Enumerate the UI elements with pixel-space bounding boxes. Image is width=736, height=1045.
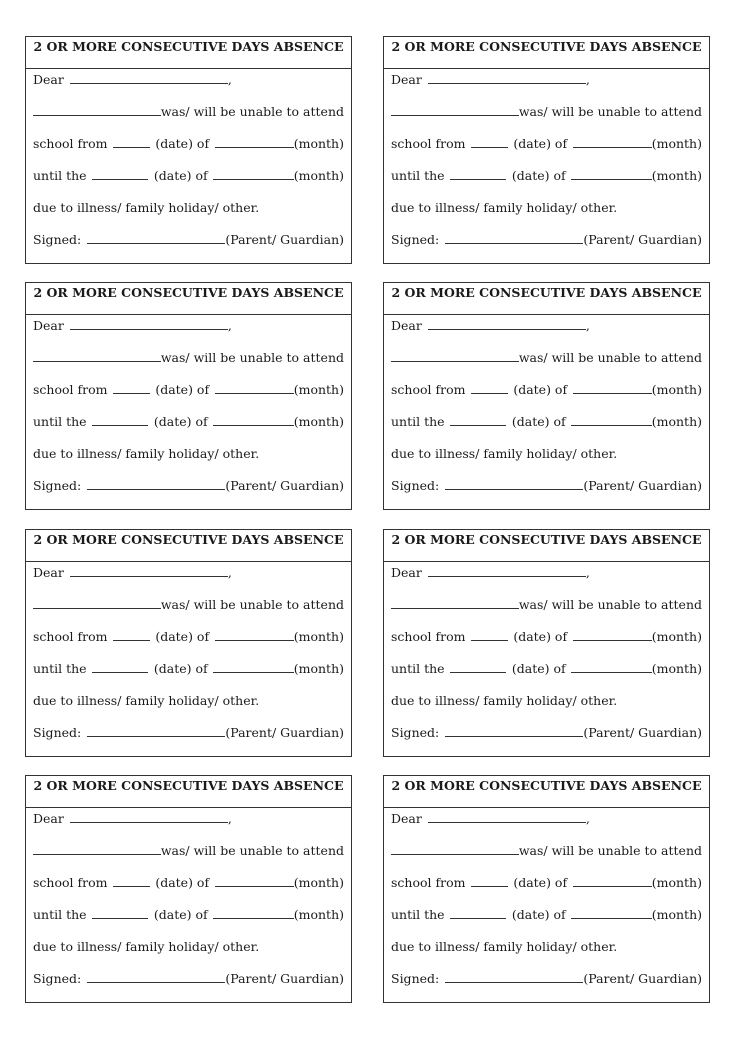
recipient-blank[interactable] [428,71,586,84]
reason-label: due to illness/ family holiday/ other. [391,446,618,461]
from-line [33,874,344,892]
until-month-blank[interactable] [571,413,651,426]
guardian-label: (Parent/ Guardian) [225,478,344,493]
school-from-label: school from [33,136,108,151]
absence-slip-1 [25,36,352,264]
from-month-blank[interactable] [215,381,294,394]
from-date-blank[interactable] [471,381,508,394]
reason-label: due to illness/ family holiday/ other. [33,939,260,954]
until-month-blank[interactable] [571,167,651,180]
guardian-label: (Parent/ Guardian) [225,971,344,986]
from-line [391,874,702,892]
date-of-label: (date) of [511,168,566,183]
signature-blank[interactable] [445,231,583,244]
until-line [391,167,702,185]
reason-line [33,692,344,710]
month-label: (month) [651,907,702,922]
dear-line [33,810,344,828]
until-date-blank[interactable] [92,660,148,673]
until-date-blank[interactable] [450,167,506,180]
absence-slip-6 [383,529,710,757]
signed-line [391,724,702,742]
month-label: (month) [651,629,702,644]
until-date-blank[interactable] [450,660,506,673]
student-line [33,349,344,367]
month-label: (month) [293,875,344,890]
until-line [391,413,702,431]
comma: , [585,72,590,87]
dear-line [391,71,702,89]
slip-title: 2 OR MORE CONSECUTIVE DAYS ABSENCE [26,283,351,315]
reason-line [391,938,702,956]
signed-label: Signed: [33,232,82,247]
until-date-blank[interactable] [450,906,506,919]
from-line [391,628,702,646]
absence-slip-7 [25,775,352,1003]
student-name-blank[interactable] [33,596,161,609]
date-of-label: (date) of [513,136,568,151]
absence-slip-2 [383,36,710,264]
was-label: was/ will be unable to attend [518,350,702,365]
date-of-label: (date) of [153,168,208,183]
dear-label: Dear [33,811,64,826]
month-label: (month) [293,907,344,922]
comma: , [227,811,232,826]
date-of-label: (date) of [155,875,210,890]
comma: , [585,811,590,826]
until-label: until the [391,168,445,183]
date-of-label: (date) of [513,629,568,644]
dear-label: Dear [391,565,422,580]
from-month-blank[interactable] [215,135,294,148]
signature-blank[interactable] [445,477,583,490]
student-name-blank[interactable] [391,842,519,855]
comma: , [227,318,232,333]
school-from-label: school from [33,382,108,397]
school-from-label: school from [391,382,466,397]
slip-title: 2 OR MORE CONSECUTIVE DAYS ABSENCE [26,37,351,69]
recipient-blank[interactable] [70,317,228,330]
until-line [391,660,702,678]
from-line [33,628,344,646]
until-month-blank[interactable] [571,906,651,919]
until-line [33,413,344,431]
guardian-label: (Parent/ Guardian) [583,971,702,986]
was-label: was/ will be unable to attend [518,104,702,119]
from-date-blank[interactable] [471,135,508,148]
from-line [391,381,702,399]
signed-line [391,477,702,495]
month-label: (month) [651,875,702,890]
was-label: was/ will be unable to attend [160,350,344,365]
until-label: until the [33,907,87,922]
comma: , [585,318,590,333]
reason-line [391,445,702,463]
reason-label: due to illness/ family holiday/ other. [391,200,618,215]
signature-blank[interactable] [87,477,225,490]
signed-label: Signed: [33,478,82,493]
dear-line [391,564,702,582]
until-date-blank[interactable] [92,906,148,919]
from-date-blank[interactable] [113,628,150,641]
dear-label: Dear [33,565,64,580]
was-label: was/ will be unable to attend [518,597,702,612]
until-label: until the [33,168,87,183]
dear-line [391,810,702,828]
student-line [391,842,702,860]
reason-label: due to illness/ family holiday/ other. [391,693,618,708]
signed-line [33,477,344,495]
from-month-blank[interactable] [215,628,294,641]
recipient-blank[interactable] [70,810,228,823]
until-month-blank[interactable] [213,167,293,180]
signed-label: Signed: [391,725,440,740]
until-month-blank[interactable] [213,906,293,919]
date-of-label: (date) of [511,414,566,429]
from-date-blank[interactable] [471,628,508,641]
date-of-label: (date) of [155,382,210,397]
school-from-label: school from [33,875,108,890]
slip-title: 2 OR MORE CONSECUTIVE DAYS ABSENCE [384,530,709,562]
until-line [33,906,344,924]
until-month-blank[interactable] [213,413,293,426]
student-line [33,596,344,614]
date-of-label: (date) of [153,414,208,429]
date-of-label: (date) of [511,661,566,676]
month-label: (month) [651,168,702,183]
student-name-blank[interactable] [33,103,161,116]
signature-blank[interactable] [445,970,583,983]
until-date-blank[interactable] [450,413,506,426]
reason-label: due to illness/ family holiday/ other. [391,939,618,954]
student-line [33,842,344,860]
month-label: (month) [293,168,344,183]
recipient-blank[interactable] [428,564,586,577]
student-name-blank[interactable] [33,842,161,855]
dear-line [33,71,344,89]
guardian-label: (Parent/ Guardian) [583,725,702,740]
until-line [33,660,344,678]
reason-label: due to illness/ family holiday/ other. [33,200,260,215]
signed-line [33,970,344,988]
until-line [391,906,702,924]
student-name-blank[interactable] [391,103,519,116]
slip-title: 2 OR MORE CONSECUTIVE DAYS ABSENCE [384,283,709,315]
recipient-blank[interactable] [428,317,586,330]
from-month-blank[interactable] [573,628,652,641]
dear-label: Dear [33,72,64,87]
month-label: (month) [651,661,702,676]
student-line [33,103,344,121]
comma: , [227,565,232,580]
until-line [33,167,344,185]
signature-blank[interactable] [87,970,225,983]
until-label: until the [33,414,87,429]
was-label: was/ will be unable to attend [160,104,344,119]
date-of-label: (date) of [155,136,210,151]
student-name-blank[interactable] [33,349,161,362]
from-date-blank[interactable] [471,874,508,887]
signed-line [391,970,702,988]
until-label: until the [33,661,87,676]
school-from-label: school from [391,629,466,644]
signed-label: Signed: [391,232,440,247]
slip-title: 2 OR MORE CONSECUTIVE DAYS ABSENCE [26,530,351,562]
from-month-blank[interactable] [573,874,652,887]
signature-blank[interactable] [87,724,225,737]
slip-title: 2 OR MORE CONSECUTIVE DAYS ABSENCE [384,776,709,808]
from-month-blank[interactable] [573,135,652,148]
signed-label: Signed: [33,725,82,740]
school-from-label: school from [391,136,466,151]
dear-label: Dear [391,72,422,87]
guardian-label: (Parent/ Guardian) [225,725,344,740]
until-label: until the [391,414,445,429]
signed-line [391,231,702,249]
student-name-blank[interactable] [391,596,519,609]
until-month-blank[interactable] [213,660,293,673]
dear-line [33,564,344,582]
comma: , [585,565,590,580]
was-label: was/ will be unable to attend [160,843,344,858]
recipient-blank[interactable] [428,810,586,823]
from-month-blank[interactable] [215,874,294,887]
reason-line [33,199,344,217]
dear-label: Dear [33,318,64,333]
slip-title: 2 OR MORE CONSECUTIVE DAYS ABSENCE [26,776,351,808]
absence-slip-3 [25,282,352,510]
reason-line [391,692,702,710]
comma: , [227,72,232,87]
until-month-blank[interactable] [571,660,651,673]
date-of-label: (date) of [513,382,568,397]
from-line [33,135,344,153]
reason-line [391,199,702,217]
signed-line [33,231,344,249]
month-label: (month) [293,661,344,676]
signature-blank[interactable] [445,724,583,737]
dear-line [33,317,344,335]
signed-line [33,724,344,742]
absence-slip-5 [25,529,352,757]
month-label: (month) [293,629,344,644]
school-from-label: school from [391,875,466,890]
month-label: (month) [651,382,702,397]
dear-label: Dear [391,811,422,826]
guardian-label: (Parent/ Guardian) [225,232,344,247]
dear-label: Dear [391,318,422,333]
month-label: (month) [293,382,344,397]
date-of-label: (date) of [153,907,208,922]
was-label: was/ will be unable to attend [160,597,344,612]
until-label: until the [391,907,445,922]
reason-label: due to illness/ family holiday/ other. [33,693,260,708]
from-date-blank[interactable] [113,874,150,887]
until-label: until the [391,661,445,676]
guardian-label: (Parent/ Guardian) [583,478,702,493]
from-line [391,135,702,153]
student-line [391,103,702,121]
month-label: (month) [651,136,702,151]
student-name-blank[interactable] [391,349,519,362]
month-label: (month) [651,414,702,429]
absence-slip-4 [383,282,710,510]
student-line [391,349,702,367]
signed-label: Signed: [391,971,440,986]
was-label: was/ will be unable to attend [518,843,702,858]
signed-label: Signed: [33,971,82,986]
guardian-label: (Parent/ Guardian) [583,232,702,247]
reason-line [33,445,344,463]
date-of-label: (date) of [513,875,568,890]
absence-slip-8 [383,775,710,1003]
month-label: (month) [293,414,344,429]
recipient-blank[interactable] [70,71,228,84]
signature-blank[interactable] [87,231,225,244]
month-label: (month) [293,136,344,151]
from-line [33,381,344,399]
reason-line [33,938,344,956]
dear-line [391,317,702,335]
date-of-label: (date) of [511,907,566,922]
reason-label: due to illness/ family holiday/ other. [33,446,260,461]
from-date-blank[interactable] [113,135,150,148]
signed-label: Signed: [391,478,440,493]
until-date-blank[interactable] [92,413,148,426]
from-month-blank[interactable] [573,381,652,394]
date-of-label: (date) of [155,629,210,644]
recipient-blank[interactable] [70,564,228,577]
from-date-blank[interactable] [113,381,150,394]
student-line [391,596,702,614]
slip-title: 2 OR MORE CONSECUTIVE DAYS ABSENCE [384,37,709,69]
until-date-blank[interactable] [92,167,148,180]
date-of-label: (date) of [153,661,208,676]
school-from-label: school from [33,629,108,644]
